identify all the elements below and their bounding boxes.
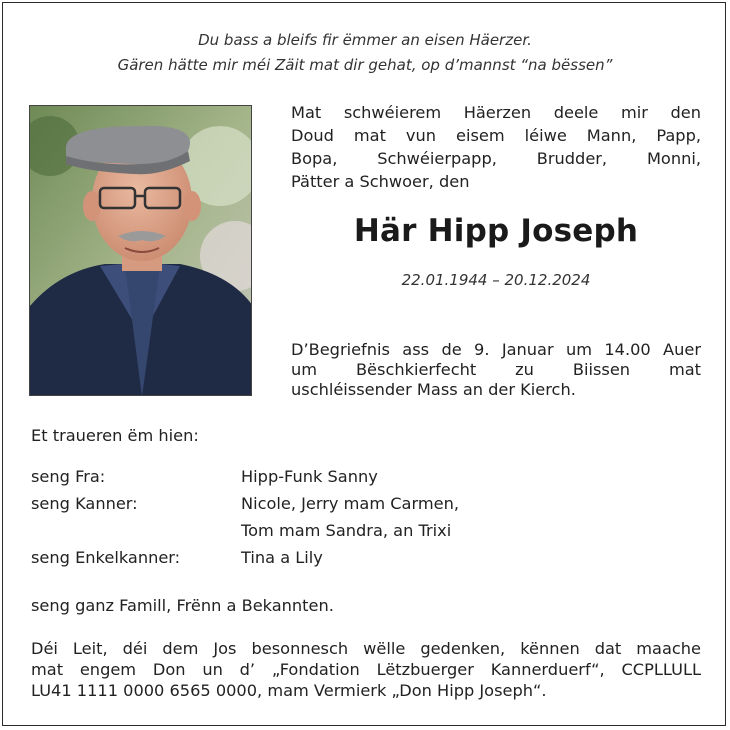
mourner-label: seng Fra: <box>31 467 106 486</box>
intro-line: Doud mat vun eisem léiwe Mann, Papp, <box>291 126 701 145</box>
intro-text <box>291 101 701 193</box>
deceased-name: Här Hipp Joseph <box>353 213 639 249</box>
donation-line: LU41 1111 0000 6565 0000, mam Vermierk „Don Hipp Joseph“. <box>31 681 547 700</box>
donation-line: mat engem Don un d’ „Fondation Lëtzbuerger Kannerduerf“, CCPLLULL <box>31 660 701 679</box>
funeral-line: um Bëschkierfecht zu Biissen mat <box>291 360 701 379</box>
intro-line: Mat schwéierem Häerzen deele mir den <box>291 103 701 122</box>
mourner-label: seng Kanner: <box>31 494 138 513</box>
funeral-line: uschléissender Mass an der Kierch. <box>291 380 576 399</box>
life-dates: 22.01.1944 – 20.12.2024 <box>401 271 591 289</box>
motto-line-2: Gären hätte mir méi Zäit mat dir gehat, op d’mannst “na bëssen” <box>117 56 613 74</box>
portrait-photo <box>29 105 252 396</box>
donation-line: Déi Leit, déi dem Jos besonnesch wëlle gedenken, kënnen dat maache <box>31 639 701 658</box>
mourner-names: Tina a Lily <box>241 548 323 567</box>
mourner-names: Hipp-Funk Sanny <box>241 467 378 486</box>
mourners-closing: seng ganz Famill, Frënn a Bekannten. <box>31 596 334 615</box>
intro-line: Bopa, Schwéierpapp, Brudder, Monni, <box>291 149 701 168</box>
motto-line-1: Du bass a bleifs fir ëmmer an eisen Häerzer. <box>198 31 532 49</box>
intro-line: Pätter a Schwoer, den <box>291 172 470 191</box>
mourner-names: Nicole, Jerry mam Carmen, <box>241 494 459 513</box>
mourner-names: Tom mam Sandra, an Trixi <box>241 521 452 540</box>
mourner-label: seng Enkelkanner: <box>31 548 181 567</box>
donation-text <box>31 638 701 701</box>
funeral-line: D’Begriefnis ass de 9. Januar um 14.00 Auer <box>291 340 701 359</box>
mourners-heading: Et traueren ëm hien: <box>31 426 199 445</box>
funeral-text <box>291 340 701 400</box>
